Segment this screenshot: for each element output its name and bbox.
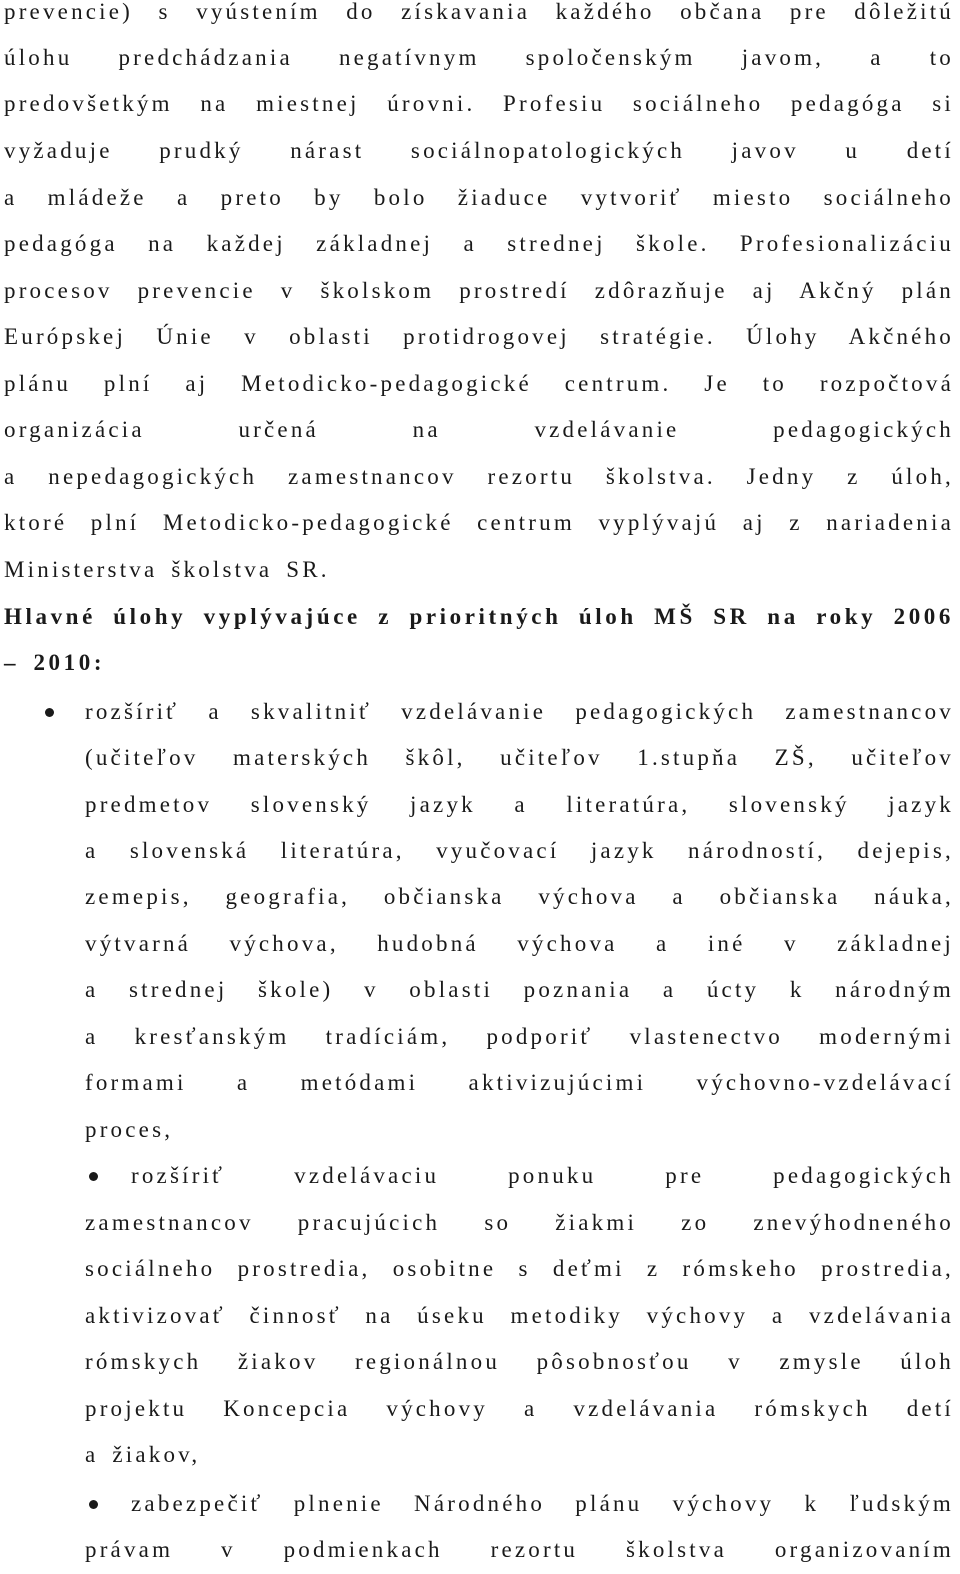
text-line: výtvarná výchova, hudobná výchova a iné v základnej [85,931,954,956]
text-line: a mládeže a preto by bolo žiaduce vytvoriť miesto sociálneho [4,185,954,210]
text-line: aktivizovať činnosť na úseku metodiky výchovy a vzdelávania [85,1303,954,1328]
text-line: procesov prevencie v školskom prostredí zdôrazňuje aj Akčný plán [4,278,954,303]
text-line: predovšetkým na miestnej úrovni. Profesiu sociálneho pedagóga si [4,91,954,116]
text-line: zabezpečiť plnenie Národného plánu výchovy k ľudským [131,1491,954,1516]
text-line: rómskych žiakov regionálnou pôsobnosťou v zmysle úloh [85,1349,954,1374]
text-line: a strednej škole) v oblasti poznania a úcty k národným [85,977,954,1002]
bullet-icon [89,1172,98,1181]
text-line: rozšíriť vzdelávaciu ponuku pre pedagogických [131,1163,954,1188]
text-line: zemepis, geografia, občianska výchova a občianska náuka, [85,884,954,909]
bullet-icon [45,708,54,717]
text-line: rozšíriť a skvalitniť vzdelávanie pedagogických zamestnancov [85,699,954,724]
text-line: vyžaduje prudký nárast sociálnopatologických javov u detí [4,138,954,163]
text-line: (učiteľov materských škôl, učiteľov 1.stupňa ZŠ, učiteľov [85,745,954,770]
text-line: proces, [85,1117,174,1142]
text-line: Európskej Únie v oblasti protidrogovej stratégie. Úlohy Akčného [4,324,954,349]
text-line: prevencie) s vyústením do získavania každého občana pre dôležitú [4,0,954,24]
text-line: zamestnancov pracujúcich so žiakmi zo znevýhodneného [85,1210,954,1235]
bullet-icon [89,1500,98,1509]
text-line: organizácia určená na vzdelávanie pedagogických [4,417,954,442]
text-line: plánu plní aj Metodicko-pedagogické centrum. Je to rozpočtová [4,371,954,396]
text-line: a slovenská literatúra, vyučovací jazyk národností, dejepis, [85,838,954,863]
text-line: a žiakov, [85,1442,201,1467]
heading-line: Hlavné úlohy vyplývajúce z prioritných úloh MŠ SR na roky 2006 [4,604,954,629]
text-line: ktoré plní Metodicko-pedagogické centrum vyplývajú aj z nariadenia [4,510,954,535]
text-line: pedagóga na každej základnej a strednej škole. Profesionalizáciu [4,231,954,256]
text-line: predmetov slovenský jazyk a literatúra, slovenský jazyk [85,792,954,817]
text-line: sociálneho prostredia, osobitne s deťmi z rómskeho prostredia, [85,1256,954,1281]
text-line: úlohu predchádzania negatívnym spoločenským javom, a to [4,45,954,70]
text-line: a nepedagogických zamestnancov rezortu školstva. Jedny z úloh, [4,464,954,489]
text-line: Ministerstva školstva SR. [4,557,330,582]
heading-line: – 2010: [4,650,106,675]
text-line: a kresťanským tradíciám, podporiť vlastenectvo modernými [85,1024,954,1049]
text-line: projektu Koncepcia výchovy a vzdelávania rómskych detí [85,1396,954,1421]
text-line: formami a metódami aktivizujúcimi výchovno-vzdelávací [85,1070,954,1095]
text-line: právam v podmienkach rezortu školstva organizovaním [85,1537,954,1562]
